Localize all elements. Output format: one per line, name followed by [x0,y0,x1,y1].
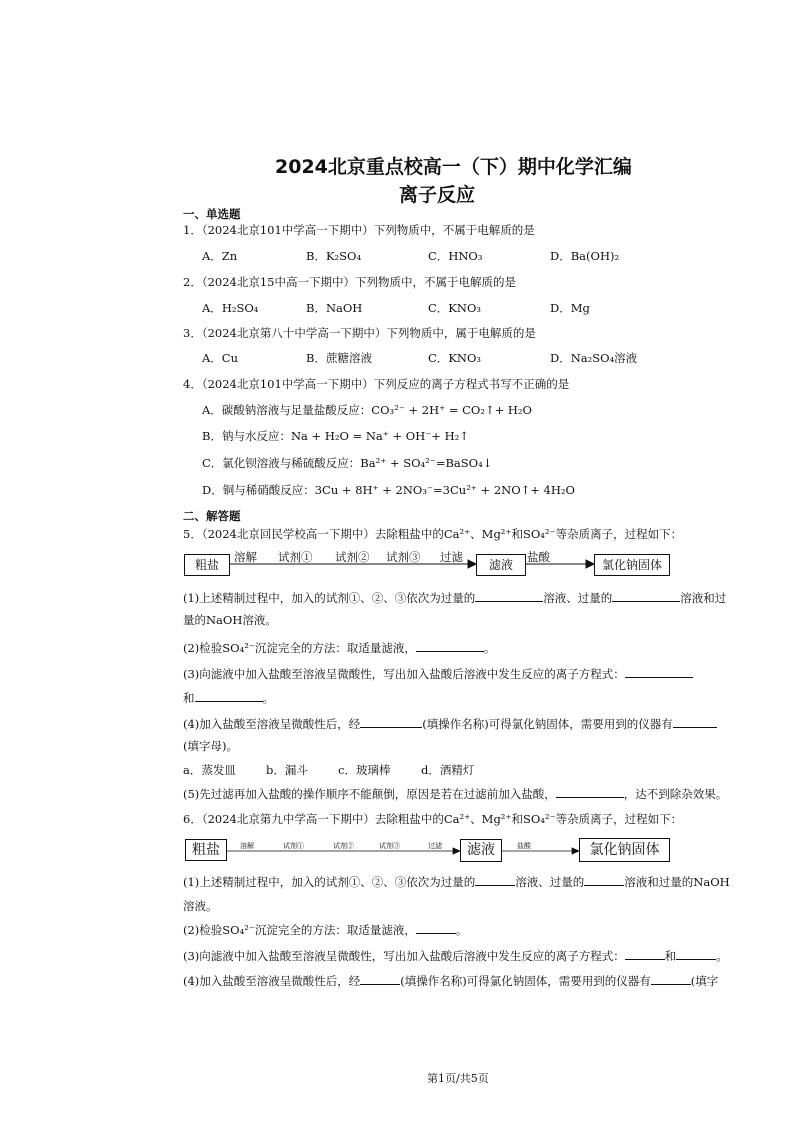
text: 溶液和过 [680,591,727,605]
flow-box-end: 氯化钠固体 [594,554,670,576]
option-label: C． [428,351,449,365]
option-label: C． [428,249,449,263]
subquestion [183,973,718,989]
option-b: B．蔗糖溶液 [306,351,372,365]
question-stem: 6．（2024北京第九中学高一下期中）去除粗盐中的Ca²⁺、Mg²⁺和SO₄²⁻等杂质离子，过程如下： [183,812,683,826]
subquestion-cont: (填字母)。 [183,739,238,753]
section-heading: 一、单选题 [183,207,241,221]
answer-blank[interactable] [584,874,624,886]
flow-box-start: 粗盐 [184,554,230,576]
flow-box-mid: 滤液 [476,554,526,576]
formula: Na₂SO₄溶液 [570,351,638,365]
text: (2)检验SO₄²⁻沉淀完全的方法：取适量滤液， [183,641,416,655]
text: (4)加入盐酸至溶液呈微酸性后，经 [183,717,361,731]
option-b: B．钠与水反应：Na + H₂O = Na⁺ + OH⁻+ H₂↑ [202,429,469,443]
text: 。 [262,691,274,705]
formula: K₂SO₄ [325,249,362,263]
answer-blank[interactable] [676,948,716,960]
option-b: B．NaOH [306,301,363,315]
flow-step-label: 试剂② [335,550,370,564]
text: (1)上述精制过程中，加入的试剂①、②、③依次为过量的 [183,875,476,889]
text: (2)检验SO₄²⁻沉淀完全的方法：取适量滤液， [183,923,416,937]
page-subtitle: 离子反应 [399,184,476,206]
flow-step-label: 过滤 [428,842,442,850]
section-heading: 二、解答题 [183,509,241,523]
choice-d: d．酒精灯 [421,763,475,777]
text: 和 [183,691,195,705]
answer-blank[interactable] [360,973,400,985]
subquestion-cont: 溶液。 [183,899,218,913]
option-label: B． [306,249,326,263]
question-stem: 4．（2024北京101中学高一下期中）下列反应的离子方程式书写不正确的是 [183,377,570,391]
flow-step-label: 溶解 [234,550,257,564]
option-d: D．铜与稀硝酸反应：3Cu + 8H⁺ + 2NO₃⁻=3Cu²⁺ + 2NO↑+ 4H₂O [202,483,575,497]
flow-step-label: 试剂② [333,842,354,850]
page-title: 2024北京重点校高一（下）期中化学汇编 [275,156,632,178]
text: 。 [716,949,728,963]
option-c: C．氯化钡溶液与稀硫酸反应：Ba²⁺ + SO₄²⁻=BaSO₄↓ [202,456,493,470]
text: 。 [483,641,496,655]
formula: KNO₃ [448,351,482,365]
subquestion [183,922,467,938]
text: (填操作名称)可得氯化钠固体，需要用到的仪器有 [400,974,651,988]
subquestion [183,948,728,964]
text: (1)上述精制过程中，加入的试剂①、②、③依次为过量的 [183,591,476,605]
option-label: A． [202,301,222,315]
text: ，达不到除杂效果。 [623,787,728,801]
flow-step-label: 试剂③ [386,550,421,564]
text: (3)向滤液中加入盐酸至溶液呈微酸性，写出加入盐酸后溶液中发生反应的离子方程式： [183,667,625,681]
question-stem: 3．（2024北京第八十中学高一下期中）下列物质中，属于电解质的是 [183,326,536,340]
page-footer: 第1页/共5页 [427,1072,489,1085]
answer-blank[interactable] [416,922,456,934]
question-stem: 1．（2024北京101中学高一下期中）下列物质中，不属于电解质的是 [183,223,535,237]
answer-blank[interactable] [625,948,665,960]
choice-c: c．玻璃棒 [338,763,391,777]
flow-step-label: 溶解 [240,842,254,850]
flow-step-label: 试剂① [278,550,313,564]
text: 溶液、过量的 [543,591,613,605]
text: 和 [664,949,677,963]
option-a: A．碳酸钠溶液与足量盐酸反应：CO₃²⁻ + 2H⁺ = CO₂↑+ H₂O [202,403,532,417]
text: (4)加入盐酸至溶液呈微酸性后，经 [183,974,361,988]
option-c: C．KNO₃ [428,301,481,315]
flow-step-label: 盐酸 [527,550,550,564]
flow-step-label: 试剂① [283,842,304,850]
subquestion-cont: 量的NaOH溶液。 [183,613,277,627]
flow-step-label: 盐酸 [517,842,531,850]
formula: Ba(OH)₂ [570,249,620,263]
choice-a: a．蒸发皿 [183,763,236,777]
flow-step-label: 试剂③ [379,842,400,850]
text: (5)先过滤再加入盐酸的操作顺序不能颠倒，原因是若在过滤前加入盐酸， [183,787,556,801]
text: (填操作名称)可得氯化钠固体，需要用到的仪器有 [422,717,673,731]
subquestion [183,874,730,890]
flow-box-mid: 滤液 [460,839,502,862]
question-stem: 5．（2024北京回民学校高一下期中）去除粗盐中的Ca²⁺、Mg²⁺和SO₄²⁻等杂质离子，过程如下： [183,527,683,541]
text: 。 [455,923,468,937]
option-label: D． [550,249,571,263]
option-d: D．Mg [550,301,590,315]
text: 溶液、过量的 [515,875,585,889]
option-a: A．Cu [202,351,239,365]
formula: H₂SO₄ [221,301,259,315]
answer-blank[interactable] [475,874,515,886]
flow-step-label: 过滤 [440,550,463,564]
option-a: A．Zn [202,249,238,263]
flow-box-end: 氯化钠固体 [579,838,670,862]
formula: HNO₃ [448,249,483,263]
text: (填字 [690,974,719,988]
text: (3)向滤液中加入盐酸至溶液呈微酸性，写出加入盐酸后溶液中发生反应的离子方程式： [183,949,625,963]
answer-blank[interactable] [651,973,691,985]
text: 溶液和过量的NaOH [624,875,730,889]
flow-box-start: 粗盐 [185,839,227,861]
choice-b: b．漏斗 [266,763,308,777]
option-label: D． [550,351,571,365]
question-stem: 2．（2024北京15中高一下期中）下列物质中，不属于电解质的是 [183,275,516,289]
